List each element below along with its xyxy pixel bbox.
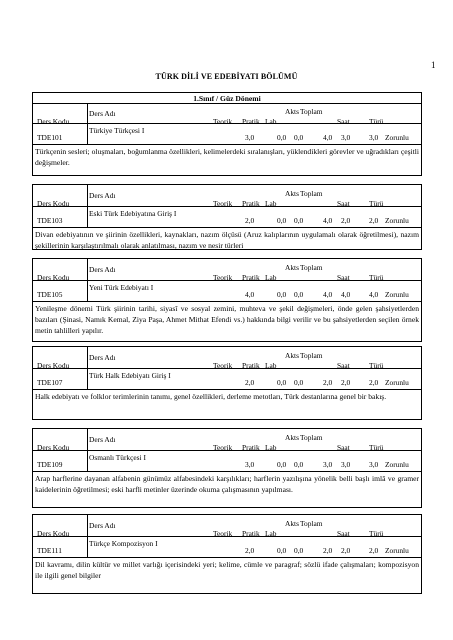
column-divider [87,515,88,536]
header-practice: Pratik [242,273,260,282]
course-akts: 2,0 [323,546,333,555]
column-divider [87,537,88,557]
header-akts: Akts [285,263,299,272]
header-akts: Akts [285,351,299,360]
course-header-row [33,429,421,451]
course-hours: 4,0 [369,290,379,299]
course-description: Halk edebiyatı ve folklor terimlerinin tanımı, genel özellikleri, derleme metotları, Türk destanlarına genel bir bakış. [35,392,387,401]
course-name: Osmanlı Türkçesi I [89,453,146,462]
course-total: 2,0 [341,216,351,225]
course-theory: 2,0 [245,216,255,225]
course-akts: 4,0 [323,216,333,225]
course-header-row [33,259,421,281]
header-akts: Akts [285,433,299,442]
course-code: TDE107 [37,378,63,387]
course-lab: 0,0 [294,216,304,225]
header-type: Türü [369,443,384,452]
course-code: TDE109 [37,460,63,469]
course-lab: 0,0 [294,460,304,469]
course-akts: 4,0 [323,133,333,142]
course-lab: 0,0 [294,290,304,299]
course-total: 4,0 [341,290,351,299]
header-course-code: Ders Kodu [37,273,70,282]
header-course-name: Ders Adı [89,109,116,118]
course-description: Dil kavramı, dilin kültür ve millet varlığı içerisindeki yeri; kelime, cümle ve paragraf; sözlü ifade çalışmaları; kompozisyon ile ilgili genel bilgiler [35,560,419,580]
course-type: Zorunlu [385,133,409,142]
course-header-row [33,93,421,124]
page-number: 1 [431,60,436,70]
header-type: Türü [369,117,384,126]
column-divider [87,369,88,389]
course-lab: 0,0 [294,546,304,555]
course-header-row [33,347,421,369]
course-block [32,514,422,594]
course-theory: 4,0 [245,290,255,299]
course-row [33,369,421,390]
course-row [33,537,421,558]
header-theory: Teorik [213,443,233,452]
course-block [32,258,422,342]
course-block [32,92,422,176]
header-course-name: Ders Adı [89,521,116,530]
header-akts: Akts [285,189,299,198]
header-practice: Pratik [242,117,260,126]
course-lab: 0,0 [294,378,304,387]
course-practice: 0,0 [277,290,287,299]
header-theory: Teorik [213,529,233,538]
header-hours: Saat [337,529,350,538]
course-type: Zorunlu [385,378,409,387]
header-course-code: Ders Kodu [37,529,70,538]
header-lab: Lab [265,117,277,126]
course-row [33,451,421,472]
header-practice: Pratik [242,443,260,452]
header-lab: Lab [265,273,277,282]
course-total: 2,0 [341,378,351,387]
course-description: Yenileşme dönemi Türk şiirinin tarihi, siyasî ve sosyal zemini, muhteva ve şekil değişmeleri, önde gelen şahsiyetlerden bazıları (Şinasi, Namık Kemal, Ziya Paşa, Ahmet Mithat Efendi vs.) hakkında bilgi verilir ve bu şahsiyetlerden seçilen örnek metin tahlilleri yapılır. [35,304,419,335]
course-header-row [33,185,421,207]
header-total: Toplam [300,263,323,272]
course-hours: 2,0 [369,546,379,555]
course-hours: 2,0 [369,216,379,225]
header-type: Türü [369,361,384,370]
course-description: Divan edebiyatının ve şiirinin özellikleri, kaynakları, nazım ölçüsü (Aruz kalıplarının uygulamalı olarak öğretilmesi), nazım şekillerinin karşılaştırılmalı olarak anlatılması, nazım ve nesir türleri [35,230,419,250]
header-type: Türü [369,529,384,538]
header-course-name: Ders Adı [89,265,116,274]
course-total: 3,0 [341,460,351,469]
course-theory: 3,0 [245,460,255,469]
course-type: Zorunlu [385,460,409,469]
header-practice: Pratik [242,361,260,370]
header-lab: Lab [265,529,277,538]
header-lab: Lab [265,199,277,208]
column-divider [87,185,88,206]
column-divider [87,451,88,471]
semester-heading: 1.Sınıf / Güz Dönemi [193,94,261,103]
course-practice: 0,0 [277,460,287,469]
header-course-code: Ders Kodu [37,117,70,126]
header-total: Toplam [300,519,323,528]
header-hours: Saat [337,443,350,452]
column-divider [87,124,88,144]
course-description: Türkçenin sesleri; oluşmaları, boğumlanma özellikleri, kelimelerdeki sıralanışları, yüklendikleri görevler ve uğradıkları çeşitli değişmeler. [35,147,419,167]
document-title: TÜRK DİLİ VE EDEBİYATI BÖLÜMÜ [155,72,298,81]
course-theory: 3,0 [245,133,255,142]
course-theory: 2,0 [245,546,255,555]
course-practice: 0,0 [277,133,287,142]
course-block [32,184,422,250]
header-course-name: Ders Adı [89,353,116,362]
header-akts: Akts [285,519,299,528]
course-name: Eski Türk Edebiyatına Giriş I [89,209,177,218]
header-theory: Teorik [213,199,233,208]
header-practice: Pratik [242,529,260,538]
column-divider [87,207,88,227]
course-name: Türkçe Kompozisyon I [89,539,158,548]
course-akts: 4,0 [323,290,333,299]
course-theory: 2,0 [245,378,255,387]
header-hours: Saat [337,361,350,370]
course-name: Türk Halk Edebiyatı Giriş I [89,371,171,380]
header-theory: Teorik [213,273,233,282]
header-total: Toplam [300,107,323,116]
course-block [32,346,422,420]
course-total: 3,0 [341,133,351,142]
header-practice: Pratik [242,199,260,208]
header-course-name: Ders Adı [89,191,116,200]
course-type: Zorunlu [385,216,409,225]
header-theory: Teorik [213,117,233,126]
header-course-name: Ders Adı [89,435,116,444]
course-name: Türkiye Türkçesi I [89,126,145,135]
course-hours: 2,0 [369,378,379,387]
course-lab: 0,0 [294,133,304,142]
header-course-code: Ders Kodu [37,361,70,370]
course-hours: 3,0 [369,133,379,142]
course-total: 2,0 [341,546,351,555]
course-name: Yeni Türk Edebiyatı I [89,283,154,292]
header-hours: Saat [337,117,350,126]
course-practice: 0,0 [277,378,287,387]
column-divider [87,281,88,301]
column-divider [87,347,88,368]
header-course-code: Ders Kodu [37,199,70,208]
semester-heading-strip [33,93,421,104]
header-lab: Lab [265,361,277,370]
course-header-row [33,515,421,537]
header-total: Toplam [300,189,323,198]
column-divider [87,103,88,123]
header-hours: Saat [337,199,350,208]
course-type: Zorunlu [385,290,409,299]
course-description: Arap harflerine dayanan alfabenin günümüz alfabesindeki karşılıkları; harflerin yazılışına yönelik belli başlı imlâ ve gramer kaidelerinin öğretilmesi; eski harfli metinler üzerinde okuma çalışmasının yapılması. [35,474,419,494]
header-akts: Akts [285,107,299,116]
header-total: Toplam [300,351,323,360]
header-hours: Saat [337,273,350,282]
course-code: TDE111 [37,546,62,555]
header-lab: Lab [265,443,277,452]
course-type: Zorunlu [385,546,409,555]
course-akts: 3,0 [323,460,333,469]
course-practice: 0,0 [277,216,287,225]
course-akts: 2,0 [323,378,333,387]
course-block [32,428,422,508]
column-divider [87,429,88,450]
course-row [33,207,421,228]
header-theory: Teorik [213,361,233,370]
course-code: TDE103 [37,216,63,225]
header-total: Toplam [300,433,323,442]
course-code: TDE101 [37,133,63,142]
course-practice: 0,0 [277,546,287,555]
course-code: TDE105 [37,290,63,299]
column-divider [87,259,88,280]
header-type: Türü [369,199,384,208]
header-type: Türü [369,273,384,282]
header-course-code: Ders Kodu [37,443,70,452]
course-row [33,281,421,302]
course-hours: 3,0 [369,460,379,469]
course-row [33,124,421,145]
